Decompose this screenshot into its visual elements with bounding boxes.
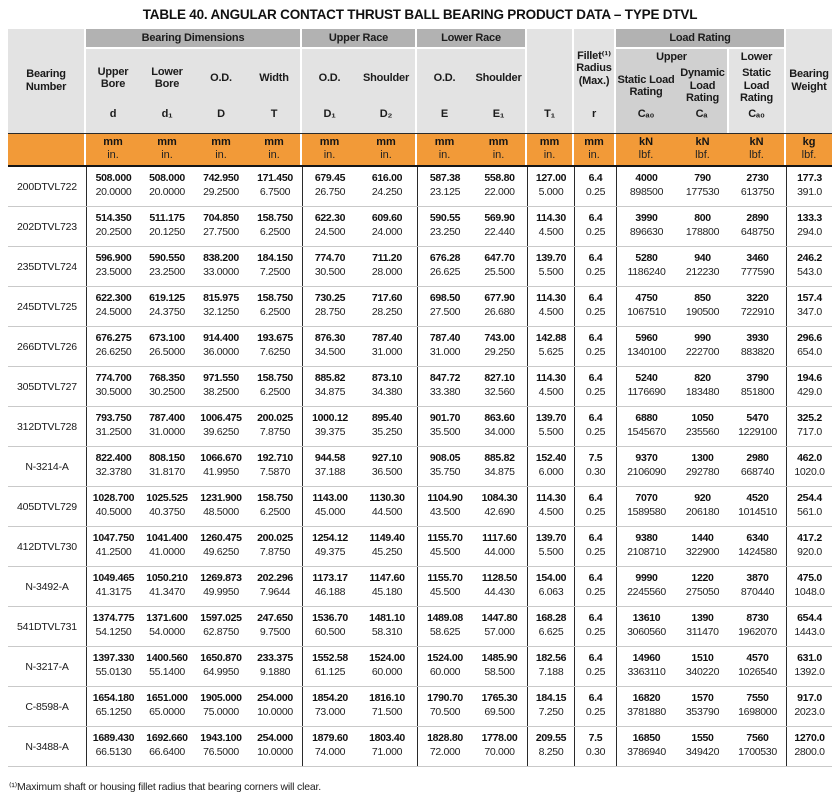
data-cell: 711.20 28.000: [371, 252, 403, 278]
data-cell: 1000.12 39.375: [302, 407, 357, 446]
data-cell: 6.4 0.25: [574, 287, 616, 326]
data-cell: 927.10 36.500: [371, 452, 403, 478]
header-dynamic-load-rating: Dynamic Load Rating: [680, 67, 725, 105]
product-data-table: [8, 29, 832, 767]
data-cell: 1654.180 65.1250: [86, 687, 140, 726]
data-cell: 1050.210 41.3470: [146, 572, 188, 598]
data-cell: 1689.430 66.5130: [86, 727, 140, 766]
units-cell: kN lbf.: [729, 134, 786, 165]
data-cell: 917.0 2023.0: [786, 687, 832, 726]
data-cell: 596.900 23.5000: [86, 247, 140, 286]
table-row: [8, 327, 832, 367]
data-cell: 622.300 24.5000: [86, 287, 140, 326]
data-cell: 1440 322900: [685, 532, 720, 558]
bearing-number: 405DTVL729: [17, 500, 77, 513]
data-cell: 6.4 0.25: [574, 687, 616, 726]
data-cell: 1047.750 41.2500: [86, 527, 140, 566]
data-cell: 774.70 30.500: [302, 247, 357, 286]
data-cell: 133.3 294.0: [786, 207, 832, 246]
data-cell: 622.30 24.500: [302, 207, 357, 246]
data-cell: 2730 613750: [740, 172, 775, 198]
data-cell: 1854.20 73.000: [302, 687, 357, 726]
data-cell: 2980 668740: [740, 452, 775, 478]
units-cell: kN lbf.: [676, 134, 729, 165]
header-upper-bore: Upper Bore: [86, 49, 140, 107]
table-row: [8, 407, 832, 447]
data-cell: 1155.70 45.500: [417, 567, 472, 606]
table-row: [8, 607, 832, 647]
data-cell: 1524.00 60.000: [417, 647, 472, 686]
data-cell: 1104.90 43.500: [417, 487, 472, 526]
data-cell: 679.45 26.750: [302, 167, 357, 206]
group-bearing-dimensions: Bearing Dimensions: [86, 29, 302, 49]
header-static-load-rating: Static Load Rating: [617, 73, 675, 98]
data-cell: 774.700 30.5000: [86, 367, 140, 406]
data-cell: 730.25 28.750: [302, 287, 357, 326]
symbol-D1: D₁: [302, 107, 357, 133]
data-cell: 202.296 7.9644: [257, 572, 293, 598]
data-cell: 209.55 8.250: [527, 727, 574, 766]
table-row: [8, 367, 832, 407]
data-cell: 2890 648750: [740, 212, 775, 238]
table-row: [8, 527, 832, 567]
data-cell: 838.200 33.0000: [203, 252, 239, 278]
data-cell: 1803.40 71.000: [369, 732, 405, 758]
data-cell: 9380 2108710: [616, 527, 676, 566]
data-cell: 1254.12 49.375: [302, 527, 357, 566]
symbol-D2: D₂: [357, 107, 417, 133]
data-cell: 590.55 23.250: [417, 207, 472, 246]
data-cell: 3930 883820: [740, 332, 775, 358]
bearing-number: 245DTVL725: [17, 300, 77, 313]
data-cell: 177.3 391.0: [786, 167, 832, 206]
bearing-number: 305DTVL727: [17, 380, 77, 393]
data-cell: 158.750 6.2500: [257, 492, 293, 518]
data-cell: 14960 3363110: [616, 647, 676, 686]
data-cell: 990 222700: [685, 332, 720, 358]
data-cell: 1050 235560: [685, 412, 720, 438]
data-cell: 1828.80 72.000: [417, 727, 472, 766]
data-cell: 1028.700 40.5000: [86, 487, 140, 526]
data-cell: 1300 292780: [685, 452, 720, 478]
data-cell: 200.025 7.8750: [257, 532, 293, 558]
bearing-number: N-3488-A: [25, 740, 69, 753]
data-cell: 1552.58 61.125: [302, 647, 357, 686]
data-cell: 895.40 35.250: [371, 412, 403, 438]
data-cell: 1943.100 76.5000: [200, 732, 242, 758]
data-cell: 6.4 0.25: [574, 567, 616, 606]
group-load-rating: Load Rating: [616, 29, 786, 49]
data-cell: 654.4 1443.0: [786, 607, 832, 646]
data-cell: 815.975 32.1250: [203, 292, 239, 318]
units-cell: mm in.: [86, 134, 140, 165]
data-cell: 743.00 29.250: [484, 332, 515, 358]
symbol-E: E: [417, 107, 472, 133]
data-cell: 184.150 7.2500: [257, 252, 293, 278]
header-t1-column: [527, 29, 574, 133]
data-cell: 920 206180: [685, 492, 720, 518]
data-cell: 587.38 23.125: [417, 167, 472, 206]
data-cell: 1220 275050: [685, 572, 720, 598]
data-cell: 1128.50 44.430: [481, 572, 518, 598]
data-cell: 1905.000 75.0000: [200, 692, 242, 718]
data-cell: 885.82 34.875: [302, 367, 357, 406]
data-cell: 114.30 4.500: [527, 487, 574, 526]
header-upper-race-od: O.D.: [302, 49, 357, 107]
symbol-Ca0-lower: Cₐ₀: [729, 107, 786, 133]
data-cell: 6340 1424580: [738, 532, 777, 558]
data-cell: 142.88 5.625: [527, 327, 574, 366]
data-cell: 673.100 26.5000: [149, 332, 185, 358]
units-cell: mm in.: [140, 134, 194, 165]
header-upper-race-shoulder: Shoulder: [357, 49, 417, 107]
units-cell: mm in.: [527, 134, 574, 165]
data-cell: 9990 2245560: [616, 567, 676, 606]
symbol-d: d: [86, 107, 140, 133]
subgroup-load-lower: [729, 49, 786, 107]
data-cell: 5470 1229100: [738, 412, 777, 438]
data-cell: 6880 1545670: [616, 407, 676, 446]
data-cell: 676.28 26.625: [417, 247, 472, 286]
data-cell: 1117.60 44.000: [482, 532, 517, 558]
units-cell: kg lbf.: [786, 134, 832, 165]
table-header: [8, 29, 832, 133]
data-cell: 704.850 27.7500: [203, 212, 239, 238]
data-cell: 1155.70 45.500: [417, 527, 472, 566]
data-cell: 194.6 429.0: [786, 367, 832, 406]
data-cell: 1066.670 41.9950: [200, 452, 242, 478]
data-cell: 787.40 31.000: [371, 332, 403, 358]
data-cell: 1524.00 60.000: [369, 652, 405, 678]
data-cell: 5280 1186240: [616, 247, 676, 286]
data-cell: 1651.000 65.0000: [146, 692, 188, 718]
table-row: [8, 687, 832, 727]
data-cell: 5960 1340100: [616, 327, 676, 366]
table-row: [8, 487, 832, 527]
table-row: [8, 167, 832, 207]
table-row: [8, 727, 832, 767]
data-cell: 139.70 5.500: [527, 247, 574, 286]
data-cell: 6.4 0.25: [574, 247, 616, 286]
data-cell: 1400.560 55.1400: [146, 652, 188, 678]
data-cell: 16820 3781880: [616, 687, 676, 726]
data-cell: 254.000 10.0000: [257, 732, 293, 758]
units-cell: mm in.: [357, 134, 417, 165]
data-cell: 885.82 34.875: [484, 452, 515, 478]
data-cell: 569.90 22.440: [484, 212, 515, 238]
data-cell: 698.50 27.500: [417, 287, 472, 326]
subgroup-upper-label: Upper: [656, 51, 687, 63]
bearing-number: 412DTVL730: [17, 540, 77, 553]
data-cell: 1084.30 42.690: [481, 492, 518, 518]
data-cell: 1397.330 55.0130: [86, 647, 140, 686]
symbol-D: D: [194, 107, 248, 133]
data-cell: 717.60 28.250: [371, 292, 403, 318]
data-cell: 876.30 34.500: [302, 327, 357, 366]
data-cell: 127.00 5.000: [527, 167, 574, 206]
data-cell: 619.125 24.3750: [149, 292, 185, 318]
data-cell: 158.750 6.2500: [257, 372, 293, 398]
table-row: [8, 287, 832, 327]
data-cell: 1550 349420: [685, 732, 720, 758]
data-cell: 1270.0 2800.0: [786, 727, 832, 766]
data-cell: 873.10 34.380: [371, 372, 403, 398]
data-cell: 863.60 34.000: [484, 412, 515, 438]
header-bearing-number: Bearing Number: [8, 29, 86, 133]
units-cell: kN lbf.: [616, 134, 676, 165]
bearing-number: N-3217-A: [25, 660, 69, 673]
data-cell: 850 190500: [685, 292, 720, 318]
table-row: [8, 247, 832, 287]
data-cell: 1816.10 71.500: [369, 692, 405, 718]
bearing-number: N-3214-A: [25, 460, 69, 473]
data-cell: 787.400 31.0000: [149, 412, 185, 438]
data-cell: 616.00 24.250: [371, 172, 403, 198]
data-cell: 1231.900 48.5000: [200, 492, 242, 518]
data-cell: 768.350 30.2500: [149, 372, 185, 398]
data-cell: 462.0 1020.0: [786, 447, 832, 486]
data-cell: 1879.60 74.000: [302, 727, 357, 766]
data-cell: 944.58 37.188: [302, 447, 357, 486]
data-cell: 787.40 31.000: [417, 327, 472, 366]
data-cell: 590.550 23.2500: [149, 252, 185, 278]
data-cell: 1041.400 41.0000: [146, 532, 188, 558]
data-cell: 7070 1589580: [616, 487, 676, 526]
data-cell: 296.6 654.0: [786, 327, 832, 366]
data-cell: 677.90 26.680: [484, 292, 515, 318]
fillet-radius-label: Fillet⁽¹⁾ Radius (Max.): [576, 49, 612, 87]
data-cell: 901.70 35.500: [417, 407, 472, 446]
data-cell: 1536.70 60.500: [302, 607, 357, 646]
data-cell: 6.4 0.25: [574, 407, 616, 446]
symbol-E1: E₁: [472, 107, 527, 133]
data-cell: 7550 1698000: [738, 692, 777, 718]
table-row: [8, 567, 832, 607]
data-cell: 6.4 0.25: [574, 207, 616, 246]
bearing-number: 312DTVL728: [17, 420, 77, 433]
units-cell: mm in.: [302, 134, 357, 165]
data-cell: 3990 896630: [616, 207, 676, 246]
data-cell: 1173.17 46.188: [302, 567, 357, 606]
data-cell: 742.950 29.2500: [203, 172, 239, 198]
group-upper-race: Upper Race: [302, 29, 417, 49]
data-cell: 1374.775 54.1250: [86, 607, 140, 646]
bearing-number: 202DTVL723: [17, 220, 77, 233]
data-cell: 1485.90 58.500: [481, 652, 518, 678]
units-row: [8, 133, 832, 167]
data-cell: 139.70 5.500: [527, 407, 574, 446]
data-cell: 800 178800: [685, 212, 720, 238]
header-bearing-weight: Bearing Weight: [786, 29, 832, 133]
symbol-T1: T₁: [544, 108, 555, 120]
units-cell: mm in.: [417, 134, 472, 165]
units-cell-empty: [8, 134, 86, 165]
data-cell: 7.5 0.30: [574, 447, 616, 486]
data-cell: 171.450 6.7500: [257, 172, 293, 198]
data-cell: 152.40 6.000: [527, 447, 574, 486]
bearing-number: 266DTVL726: [17, 340, 77, 353]
data-cell: 16850 3786940: [616, 727, 676, 766]
data-cell: 1489.08 58.625: [417, 607, 472, 646]
symbol-Ca: Cₐ: [676, 107, 729, 133]
group-lower-race: Lower Race: [417, 29, 527, 49]
data-cell: 1049.465 41.3175: [86, 567, 140, 606]
data-cell: 6.4 0.25: [574, 367, 616, 406]
table-title: TABLE 40. ANGULAR CONTACT THRUST BALL BEARING PRODUCT DATA – TYPE DTVL: [142, 7, 698, 22]
data-cell: 1006.475 39.6250: [200, 412, 242, 438]
header-od: O.D.: [194, 49, 248, 107]
data-cell: 3790 851800: [740, 372, 775, 398]
data-cell: 6.4 0.25: [574, 327, 616, 366]
data-cell: 508.000 20.0000: [86, 167, 140, 206]
data-cell: 676.275 26.6250: [86, 327, 140, 366]
data-cell: 4750 1067510: [616, 287, 676, 326]
data-cell: 1025.525 40.3750: [146, 492, 188, 518]
data-cell: 1149.40 45.250: [369, 532, 405, 558]
data-cell: 631.0 1392.0: [786, 647, 832, 686]
data-cell: 908.05 35.750: [417, 447, 472, 486]
data-cell: 157.4 347.0: [786, 287, 832, 326]
data-cell: 1147.60 45.180: [369, 572, 405, 598]
data-cell: 822.400 32.3780: [86, 447, 140, 486]
data-cell: 514.350 20.2500: [86, 207, 140, 246]
data-cell: 254.000 10.0000: [257, 692, 293, 718]
header-width: Width: [248, 49, 302, 107]
bearing-number: 200DTVL722: [17, 180, 77, 193]
data-cell: 1765.30 69.500: [481, 692, 518, 718]
data-cell: 247.650 9.7500: [257, 612, 293, 638]
data-cell: 1650.870 64.9950: [200, 652, 242, 678]
header-lower-static-load-rating: Static Load Rating: [739, 67, 774, 105]
data-cell: 114.30 4.500: [527, 287, 574, 326]
data-cell: 3220 722910: [740, 292, 775, 318]
data-cell: 847.72 33.380: [417, 367, 472, 406]
data-cell: 827.10 32.560: [484, 372, 515, 398]
data-cell: 158.750 6.2500: [257, 212, 293, 238]
data-cell: 6.4 0.25: [574, 487, 616, 526]
data-cell: 940 212230: [685, 252, 720, 278]
data-cell: 511.175 20.1250: [149, 212, 185, 238]
data-cell: 790 177530: [685, 172, 720, 198]
data-cell: 192.710 7.5870: [257, 452, 293, 478]
data-cell: 1269.873 49.9950: [200, 572, 242, 598]
header-lower-race-shoulder: Shoulder: [472, 49, 527, 107]
table-row: [8, 207, 832, 247]
units-cell: mm in.: [574, 134, 616, 165]
data-cell: 114.30 4.500: [527, 207, 574, 246]
bearing-number: N-3492-A: [25, 580, 69, 593]
data-cell: 1143.00 45.000: [302, 487, 357, 526]
data-cell: 609.60 24.000: [371, 212, 403, 238]
data-cell: 182.56 7.188: [527, 647, 574, 686]
data-cell: 1130.30 44.500: [369, 492, 405, 518]
data-cell: 1597.025 62.8750: [200, 612, 242, 638]
data-cell: 808.150 31.8170: [149, 452, 185, 478]
data-cell: 647.70 25.500: [484, 252, 515, 278]
data-cell: 6.4 0.25: [574, 607, 616, 646]
symbol-d1: d₁: [140, 107, 194, 133]
bearing-number: 235DTVL724: [17, 260, 77, 273]
data-cell: 9370 2106090: [616, 447, 676, 486]
data-cell: 246.2 543.0: [786, 247, 832, 286]
data-cell: 200.025 7.8750: [257, 412, 293, 438]
bearing-number: 541DTVL731: [17, 620, 77, 633]
header-lower-bore: Lower Bore: [140, 49, 194, 107]
data-cell: 558.80 22.000: [484, 172, 515, 198]
data-cell: 7.5 0.30: [574, 727, 616, 766]
data-cell: 114.30 4.500: [527, 367, 574, 406]
data-cell: 4520 1014510: [738, 492, 777, 518]
data-cell: 7560 1700530: [738, 732, 777, 758]
data-cell: 3460 777590: [740, 252, 775, 278]
data-cell: 4570 1026540: [738, 652, 777, 678]
data-cell: 139.70 5.500: [527, 527, 574, 566]
data-cell: 1570 353790: [685, 692, 720, 718]
data-cell: 508.000 20.0000: [149, 172, 185, 198]
data-cell: 154.00 6.063: [527, 567, 574, 606]
units-cell: mm in.: [194, 134, 248, 165]
data-cell: 325.2 717.0: [786, 407, 832, 446]
data-cell: 1778.00 70.000: [481, 732, 518, 758]
data-cell: 793.750 31.2500: [86, 407, 140, 446]
data-cell: 8730 1962070: [738, 612, 777, 638]
data-cell: 3870 870440: [740, 572, 775, 598]
subgroup-lower-label: Lower: [740, 51, 773, 63]
data-cell: 254.4 561.0: [786, 487, 832, 526]
data-cell: 417.2 920.0: [786, 527, 832, 566]
data-cell: 1510 340220: [685, 652, 720, 678]
data-cell: 475.0 1048.0: [786, 567, 832, 606]
data-cell: 971.550 38.2500: [203, 372, 239, 398]
data-cell: 1790.70 70.500: [417, 687, 472, 726]
symbol-r: r: [591, 108, 597, 120]
data-cell: 5240 1176690: [616, 367, 676, 406]
data-cell: 820 183480: [685, 372, 720, 398]
bearing-number: C-8598-A: [25, 700, 69, 713]
units-cell: mm in.: [472, 134, 527, 165]
data-cell: 914.400 36.0000: [203, 332, 239, 358]
data-cell: 6.4 0.25: [574, 527, 616, 566]
units-cell: mm in.: [248, 134, 302, 165]
data-cell: 184.15 7.250: [527, 687, 574, 726]
data-cell: 158.750 6.2500: [257, 292, 293, 318]
table-row: [8, 447, 832, 487]
header-lower-race-od: O.D.: [417, 49, 472, 107]
data-cell: 1371.600 54.0000: [146, 612, 188, 638]
data-cell: 4000 898500: [616, 167, 676, 206]
data-cell: 1447.80 57.000: [481, 612, 518, 638]
data-cell: 1390 311470: [686, 612, 719, 638]
symbol-T: T: [248, 107, 302, 133]
table-body: [8, 167, 832, 767]
table-row: [8, 647, 832, 687]
data-cell: 168.28 6.625: [527, 607, 574, 646]
data-cell: 233.375 9.1880: [257, 652, 293, 678]
symbol-Ca0-upper: Cₐ₀: [616, 107, 676, 133]
data-cell: 193.675 7.6250: [257, 332, 293, 358]
data-cell: 1692.660 66.6400: [146, 732, 188, 758]
data-cell: 6.4 0.25: [574, 647, 616, 686]
header-fillet-radius: [574, 29, 616, 133]
data-cell: 1481.10 58.310: [369, 612, 405, 638]
data-cell: 13610 3060560: [616, 607, 676, 646]
data-cell: 6.4 0.25: [574, 167, 616, 206]
data-cell: 1260.475 49.6250: [200, 532, 242, 558]
subgroup-load-upper: [616, 49, 729, 107]
footnote: ⁽¹⁾Maximum shaft or housing fillet radius that bearing corners will clear.: [9, 781, 321, 793]
